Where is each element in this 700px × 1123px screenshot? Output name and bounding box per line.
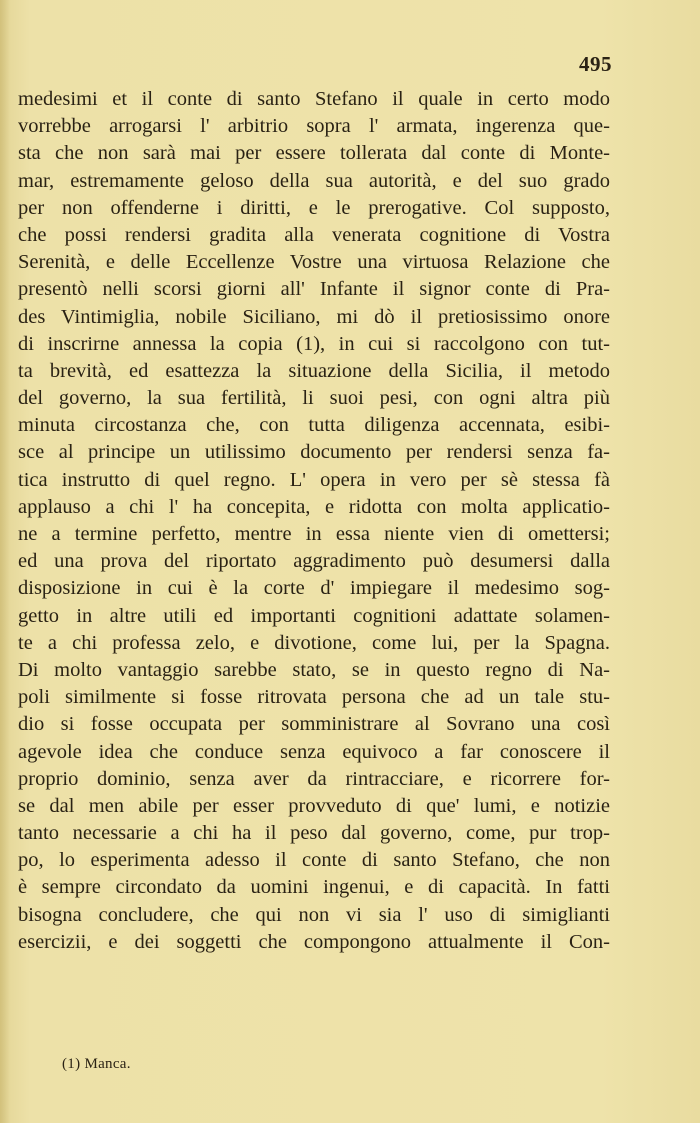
- text-line: sta che non sarà mai per essere tollerata dal conte di Monte-: [18, 142, 610, 165]
- text-line: disposizione in cui è la corte d' impiegare il medesimo sog-: [18, 577, 610, 600]
- text-line: poli similmente si fosse ritrovata persona che ad un tale stu-: [18, 686, 610, 709]
- text-line: se dal men abile per esser provveduto di que' lumi, e notizie: [18, 794, 610, 817]
- text-line: vorrebbe arrogarsi l' arbitrio sopra l' armata, ingerenza que-: [18, 115, 610, 138]
- text-line: tanto necessarie a chi ha il peso dal governo, come, pur trop-: [18, 822, 610, 845]
- text-line: agevole idea che conduce senza equivoco a far conoscere il: [18, 740, 610, 763]
- text-line: getto in altre utili ed importanti cognitioni adattate solamen-: [18, 604, 610, 627]
- text-line: ta brevità, ed esattezza la situazione della Sicilia, il metodo: [18, 359, 610, 382]
- text-line: po, lo esperimenta adesso il conte di santo Stefano, che non: [18, 849, 610, 872]
- text-line: esercizii, e dei soggetti che compongono attualmente il Con-: [18, 930, 610, 953]
- text-line: presentò nelli scorsi giorni all' Infante il signor conte di Pra-: [18, 278, 610, 301]
- text-line: per non offenderne i diritti, e le prerogative. Col supposto,: [18, 196, 610, 219]
- text-line: sce al principe un utilissimo documento per rendersi senza fa-: [18, 441, 610, 464]
- text-line: proprio dominio, senza aver da rintracciare, e ricorrere for-: [18, 767, 610, 790]
- text-line: dio si fosse occupata per somministrare al Sovrano una così: [18, 713, 610, 736]
- text-line: è sempre circondato da uomini ingenui, e di capacità. In fatti: [18, 876, 610, 899]
- page-number: 495: [579, 52, 612, 76]
- footnote: (1) Manca.: [62, 1056, 131, 1072]
- text-line: tica instrutto di quel regno. L' opera in vero per sè stessa fà: [18, 468, 610, 491]
- text-line: bisogna concludere, che qui non vi sia l' uso di simiglianti: [18, 903, 610, 926]
- text-line: des Vintimiglia, nobile Siciliano, mi dò il pretiosissimo onore: [18, 305, 610, 328]
- text-line: te a chi professa zelo, e divotione, come lui, per la Spagna.: [18, 631, 610, 654]
- text-line: che possi rendersi gradita alla venerata cognitione di Vostra: [18, 223, 610, 246]
- text-line: ed una prova del riportato aggradimento può desumersi dalla: [18, 550, 610, 573]
- page-binding-edge: [0, 0, 10, 1123]
- text-line: Serenità, e delle Eccellenze Vostre una virtuosa Relazione che: [18, 251, 610, 274]
- text-line: del governo, la sua fertilità, li suoi pesi, con ogni altra più: [18, 387, 610, 410]
- text-line: minuta circostanza che, con tutta diligenza accennata, esibi-: [18, 414, 610, 437]
- text-line: Di molto vantaggio sarebbe stato, se in questo regno di Na-: [18, 658, 610, 681]
- body-text: [18, 86, 610, 956]
- text-line: ne a termine perfetto, mentre in essa niente vien di omettersi;: [18, 523, 610, 545]
- text-line: mar, estremamente geloso della sua autorità, e del suo grado: [18, 169, 610, 192]
- text-line: medesimi et il conte di santo Stefano il quale in certo modo: [18, 88, 610, 110]
- text-line: applauso a chi l' ha concepita, e ridotta con molta applicatio-: [18, 495, 610, 518]
- text-line: di inscrirne annessa la copia (1), in cui si raccolgono con tut-: [18, 332, 610, 355]
